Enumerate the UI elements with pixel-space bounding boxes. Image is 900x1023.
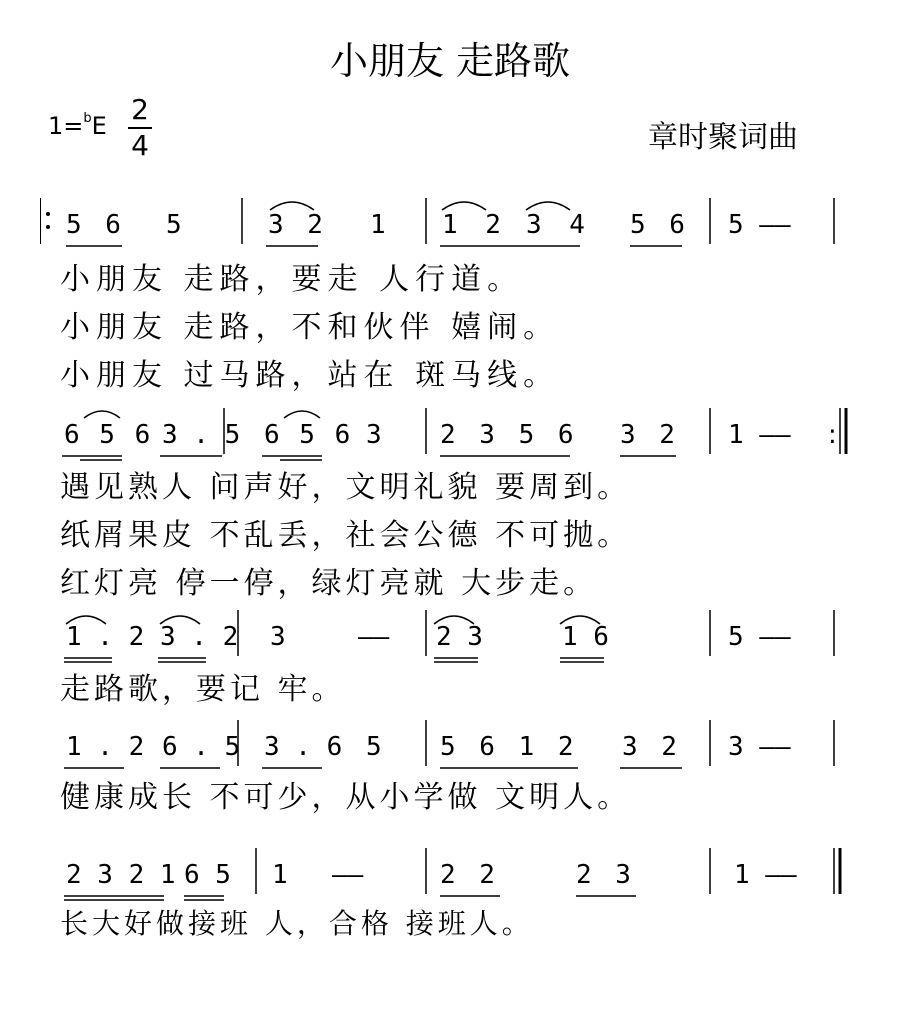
meter-denominator: 4 [131, 129, 149, 162]
note-group: 3 [270, 622, 286, 652]
lyric-verse-2: 小朋友 走路，不和伙伴 嬉闹。 [60, 310, 560, 345]
note-group: 3 4 [526, 210, 591, 240]
note-group: 3 . 6 [264, 732, 343, 762]
note-group: 5 6 [630, 210, 689, 240]
note-group: 1 —— [734, 860, 797, 890]
note-group: 6 5 6 [264, 420, 353, 450]
repeat-dot [46, 212, 50, 216]
note-group: 3 2 [620, 420, 679, 450]
note-group: 5 —— [728, 210, 791, 240]
lyric-verse-1: 小朋友 走路，要走 人行道。 [60, 262, 524, 297]
note-group: 1 2 [442, 210, 507, 240]
lyric-verse-3: 小朋友 过马路，站在 斑马线。 [60, 358, 560, 393]
note-group: 3 2 [268, 210, 327, 240]
note-group: 1 . 2 [66, 622, 145, 652]
score-body [40, 198, 862, 938]
flat-accidental: b [83, 111, 92, 126]
note-group: 1 [370, 210, 386, 240]
slur [442, 202, 486, 210]
time-signature [128, 95, 152, 161]
repeat-dot [46, 225, 50, 229]
lyric-verse-1: 遇见熟人 问声好，文明礼貌 要周到。 [60, 470, 632, 505]
note-group: 5 [166, 210, 182, 240]
note-group: 2 3 2 1 [66, 860, 176, 890]
note-group: 1 6 [562, 622, 609, 652]
note-group: 6 5 6 [64, 420, 153, 450]
note-group: 2 2 [440, 860, 499, 890]
lyric-chorus: 走路歌，要记 牢。 [60, 672, 346, 707]
slur [284, 411, 320, 418]
note-group: 2 3 [436, 622, 483, 652]
note-group: 3 . 2 [160, 622, 239, 652]
note-group: 5 6 [66, 210, 125, 240]
note-group: —— [358, 622, 390, 652]
slur [270, 202, 314, 210]
meter-numerator: 2 [131, 93, 149, 126]
repeat-end-dots: : [828, 420, 837, 450]
key-signature [48, 112, 107, 140]
note-group: 2 3 5 6 [440, 420, 578, 450]
note-group: 1 . 2 [66, 732, 145, 762]
composer-credit: 章时聚词曲 [648, 120, 798, 155]
lyric-chorus: 健康成长 不可少，从小学做 文明人。 [60, 780, 632, 815]
lyric-verse-3: 红灯亮 停一停，绿灯亮就 大步走。 [60, 566, 598, 601]
key-prefix: 1= [48, 112, 84, 140]
slur [84, 411, 120, 418]
note-group: 3 —— [728, 732, 791, 762]
note-group: —— [332, 860, 364, 890]
note-group: 6 5 [184, 860, 231, 890]
note-group: 3 [366, 420, 382, 450]
note-group: 6 . 5 [162, 732, 241, 762]
note-group: 1 [272, 860, 288, 890]
note-group: 1 —— [728, 420, 791, 450]
note-group: 2 3 [576, 860, 635, 890]
note-group: 3 2 [622, 732, 681, 762]
note-group: 5 [366, 732, 382, 762]
lyric-chorus: 长大好做接班 人，合格 接班人。 [60, 907, 534, 940]
song-title: 小朋友 走路歌 [329, 39, 571, 83]
slur [526, 202, 570, 210]
note-group: 5 6 1 2 [440, 732, 578, 762]
key-tonic: E [91, 112, 107, 140]
note-group: 5 —— [728, 622, 791, 652]
note-group: 3 . 5 [162, 420, 241, 450]
lyric-verse-2: 纸屑果皮 不乱丢，社会公德 不可抛。 [60, 518, 632, 553]
